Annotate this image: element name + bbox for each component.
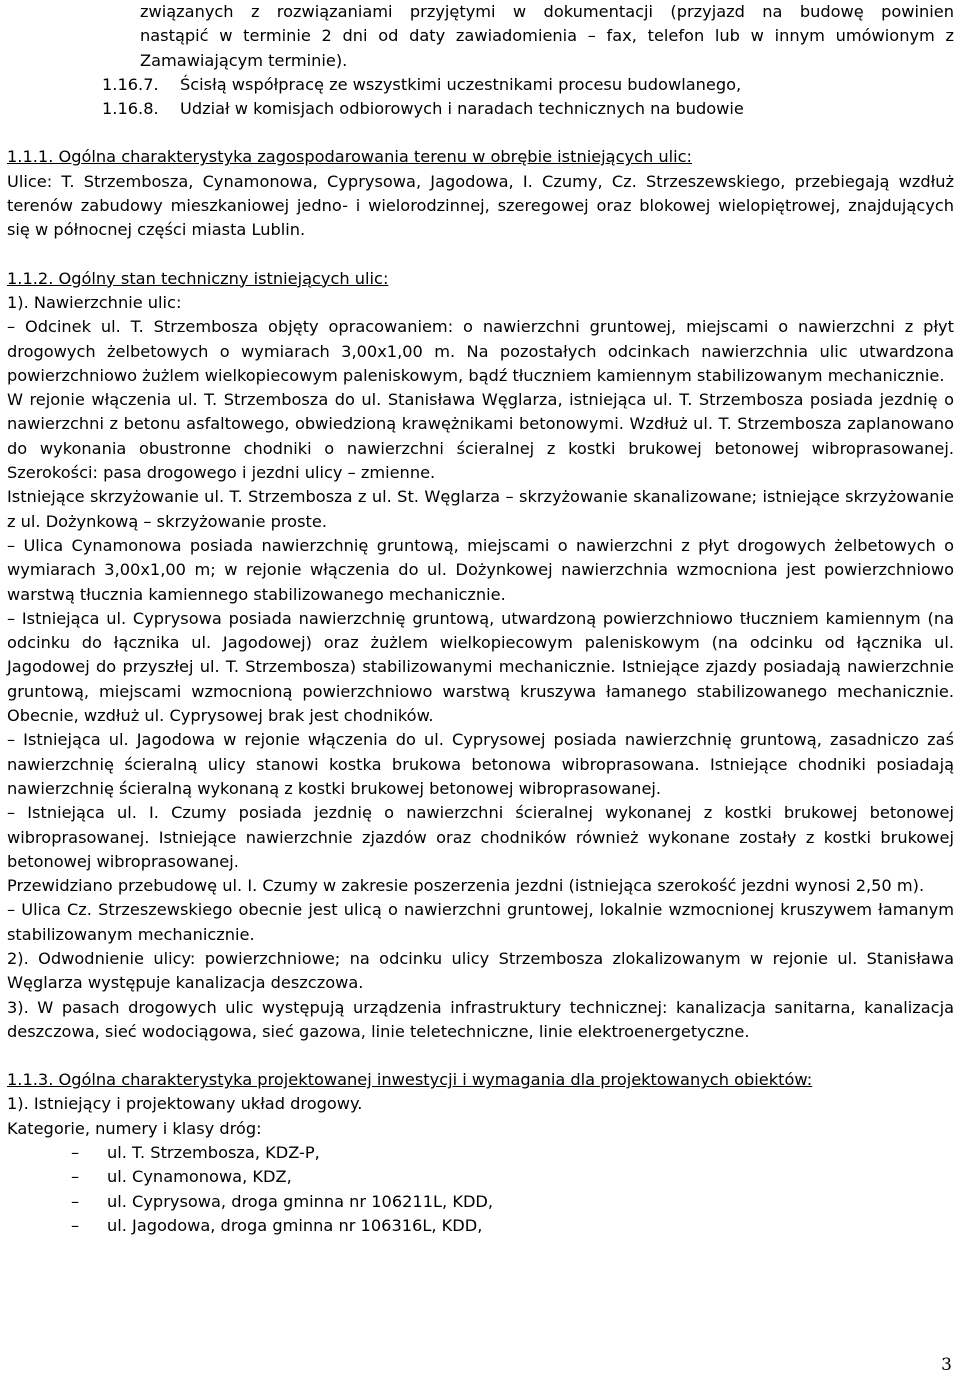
numbered-item: 1.16.8. Udział w komisjach odbiorowych i naradach technicznych na budowie	[102, 99, 744, 119]
paragraph: – Istniejąca ul. I. Czumy posiada jezdnię o nawierzchni ścieralnej wykonanej z kostki brukowej betonowej wibroprasowanej. Istniejące nawierzchnie zjazdów oraz chodników również wykonane zostały z kostki brukowej betonowej wibroprasowanej.	[7, 803, 954, 871]
paragraph: – Odcinek ul. T. Strzembosza objęty opracowaniem: o nawierzchni gruntowej, miejscami o nawierzchni z płyt drogowych żelbetowych o wymiarach 3,00x1,00 m. Na pozostałych odcinkach nawierzchnia ulic utwardzona powierzchniowo żużlem wielkopiecowym paleniskowym, bądź tłuczniem kamiennym stabilizowanym mechanicznie.	[7, 317, 954, 385]
text-line: Zamawiającym terminie).	[140, 50, 348, 70]
subheading: 1). Nawierzchnie ulic:	[7, 292, 182, 312]
paragraph: Ulice: T. Strzembosza, Cynamonowa, Cyprysowa, Jagodowa, I. Czumy, Cz. Strzeszewskiego, przebiegają wzdłuż terenów zabudowy mieszkaniowej jedno- i wielorodzinnej, szeregowej oraz blokowej wielopiętrowej, znajdujących się w północnej części miasta Lublin.	[7, 171, 954, 240]
paragraph: W rejonie włączenia ul. T. Strzembosza do ul. Stanisława Węglarza, istniejąca ul. T. Strzembosza posiada jezdnię o nawierzchni z betonu asfaltowego, obwiedzioną krawężnikami betonowymi. Wzdłuż ul. T. Strzembosza zaplanowano do wykonania obustronne chodniki o nawierzchni ścieralnej z kostki brukowej betonowej wibroprasowanej. Szerokości: pasa drogowego i jezdni ulicy – zmienne.	[7, 390, 954, 483]
section-heading: 1.1.3. Ogólna charakterystyka projektowanej inwestycji i wymagania dla projektowanych obiektów:	[7, 1070, 813, 1090]
numbered-item: 1.16.7. Ścisłą współpracę ze wszystkimi uczestnikami procesu budowlanego,	[102, 74, 742, 94]
document-page	[7, 0, 954, 1238]
list-item: – ul. Cyprysowa, droga gminna nr 106211L, KDD,	[71, 1191, 494, 1211]
page-number: 3	[941, 1355, 952, 1375]
paragraph: 2). Odwodnienie ulicy: powierzchniowe; na odcinku ulicy Strzembosza zlokalizowanym w rejonie ul. Stanisława Węglarza występuje kanalizacja deszczowa.	[7, 948, 954, 993]
list-item: – ul. Jagodowa, droga gminna nr 106316L, KDD,	[71, 1215, 483, 1235]
paragraph: – Ulica Cynamonowa posiada nawierzchnię gruntową, miejscami o nawierzchni z płyt drogowych żelbetowych o wymiarach 3,00x1,00 m; w rejonie włączenia do ul. Dożynkowej nawierzchnia wzmocniona jest powierzchniowo warstwą tłucznia kamiennego stabilizowanego mechanicznie.	[7, 535, 954, 604]
subheading: 1). Istniejący i projektowany układ drogowy.	[7, 1094, 363, 1114]
section-heading: 1.1.1. Ogólna charakterystyka zagospodarowania terenu w obrębie istniejących ulic:	[7, 147, 692, 167]
paragraph: – Istniejąca ul. Cyprysowa posiada nawierzchnię gruntową, utwardzoną powierzchniowo tłuczniem kamiennym (na odcinku do łącznika ul. Jagodowej) oraz żużlem wielkopiecowym paleniskowym (na odcinku od łącznika ul. Jagodowej do przyszłej ul. T. Strzembosza) stabilizowanymi mechanicznie. Istniejące zjazdy posiadają nawierzchnie gruntową, miejscami wzmocnioną powierzchniowo warstwą kruszywa łamanego stabilizowanego mechanicznie. Obecnie, wzdłuż ul. Cyprysowej brak jest chodników.	[7, 608, 954, 726]
subheading: Kategorie, numery i klasy dróg:	[7, 1118, 262, 1138]
section-heading: 1.1.2. Ogólny stan techniczny istniejących ulic:	[7, 268, 389, 288]
list-item: – ul. Cynamonowa, KDZ,	[71, 1167, 292, 1187]
text-line: nastąpić w terminie 2 dni od daty zawiadomienia – fax, telefon lub w innym umówionym z	[140, 26, 954, 46]
paragraph: Przewidziano przebudowę ul. I. Czumy w zakresie poszerzenia jezdni (istniejąca szerokość jezdni wynosi 2,50 m).	[7, 876, 925, 896]
paragraph: – Ulica Cz. Strzeszewskiego obecnie jest ulicą o nawierzchni gruntowej, lokalnie wzmocnionej kruszywem łamanym stabilizowanym mechanicznie.	[7, 900, 954, 944]
paragraph: – Istniejąca ul. Jagodowa w rejonie włączenia do ul. Cyprysowej posiada nawierzchnię gruntową, zasadniczo zaś nawierzchnię ścieralną ulicy stanowi kostka brukowa betonowa wibroprasowana. Istniejące chodniki posiadają nawierzchnię ścieralną wykonaną z kostki brukowej betonowej wibroprasowanej.	[7, 730, 954, 798]
paragraph: 3). W pasach drogowych ulic występują urządzenia infrastruktury technicznej: kanalizacja sanitarna, kanalizacja deszczowa, sieć wodociągowa, sieć gazowa, linie teletechniczne, linie elektroenergetyczne.	[7, 997, 954, 1041]
text-line: związanych z rozwiązaniami przyjętymi w dokumentacji (przyjazd na budowę powinien	[140, 2, 954, 21]
paragraph: Istniejące skrzyżowanie ul. T. Strzembosza z ul. St. Węglarza – skrzyżowanie skanalizowane; istniejące skrzyżowanie z ul. Dożynkową – skrzyżowanie proste.	[7, 487, 954, 531]
list-item: – ul. T. Strzembosza, KDZ-P,	[71, 1143, 320, 1163]
